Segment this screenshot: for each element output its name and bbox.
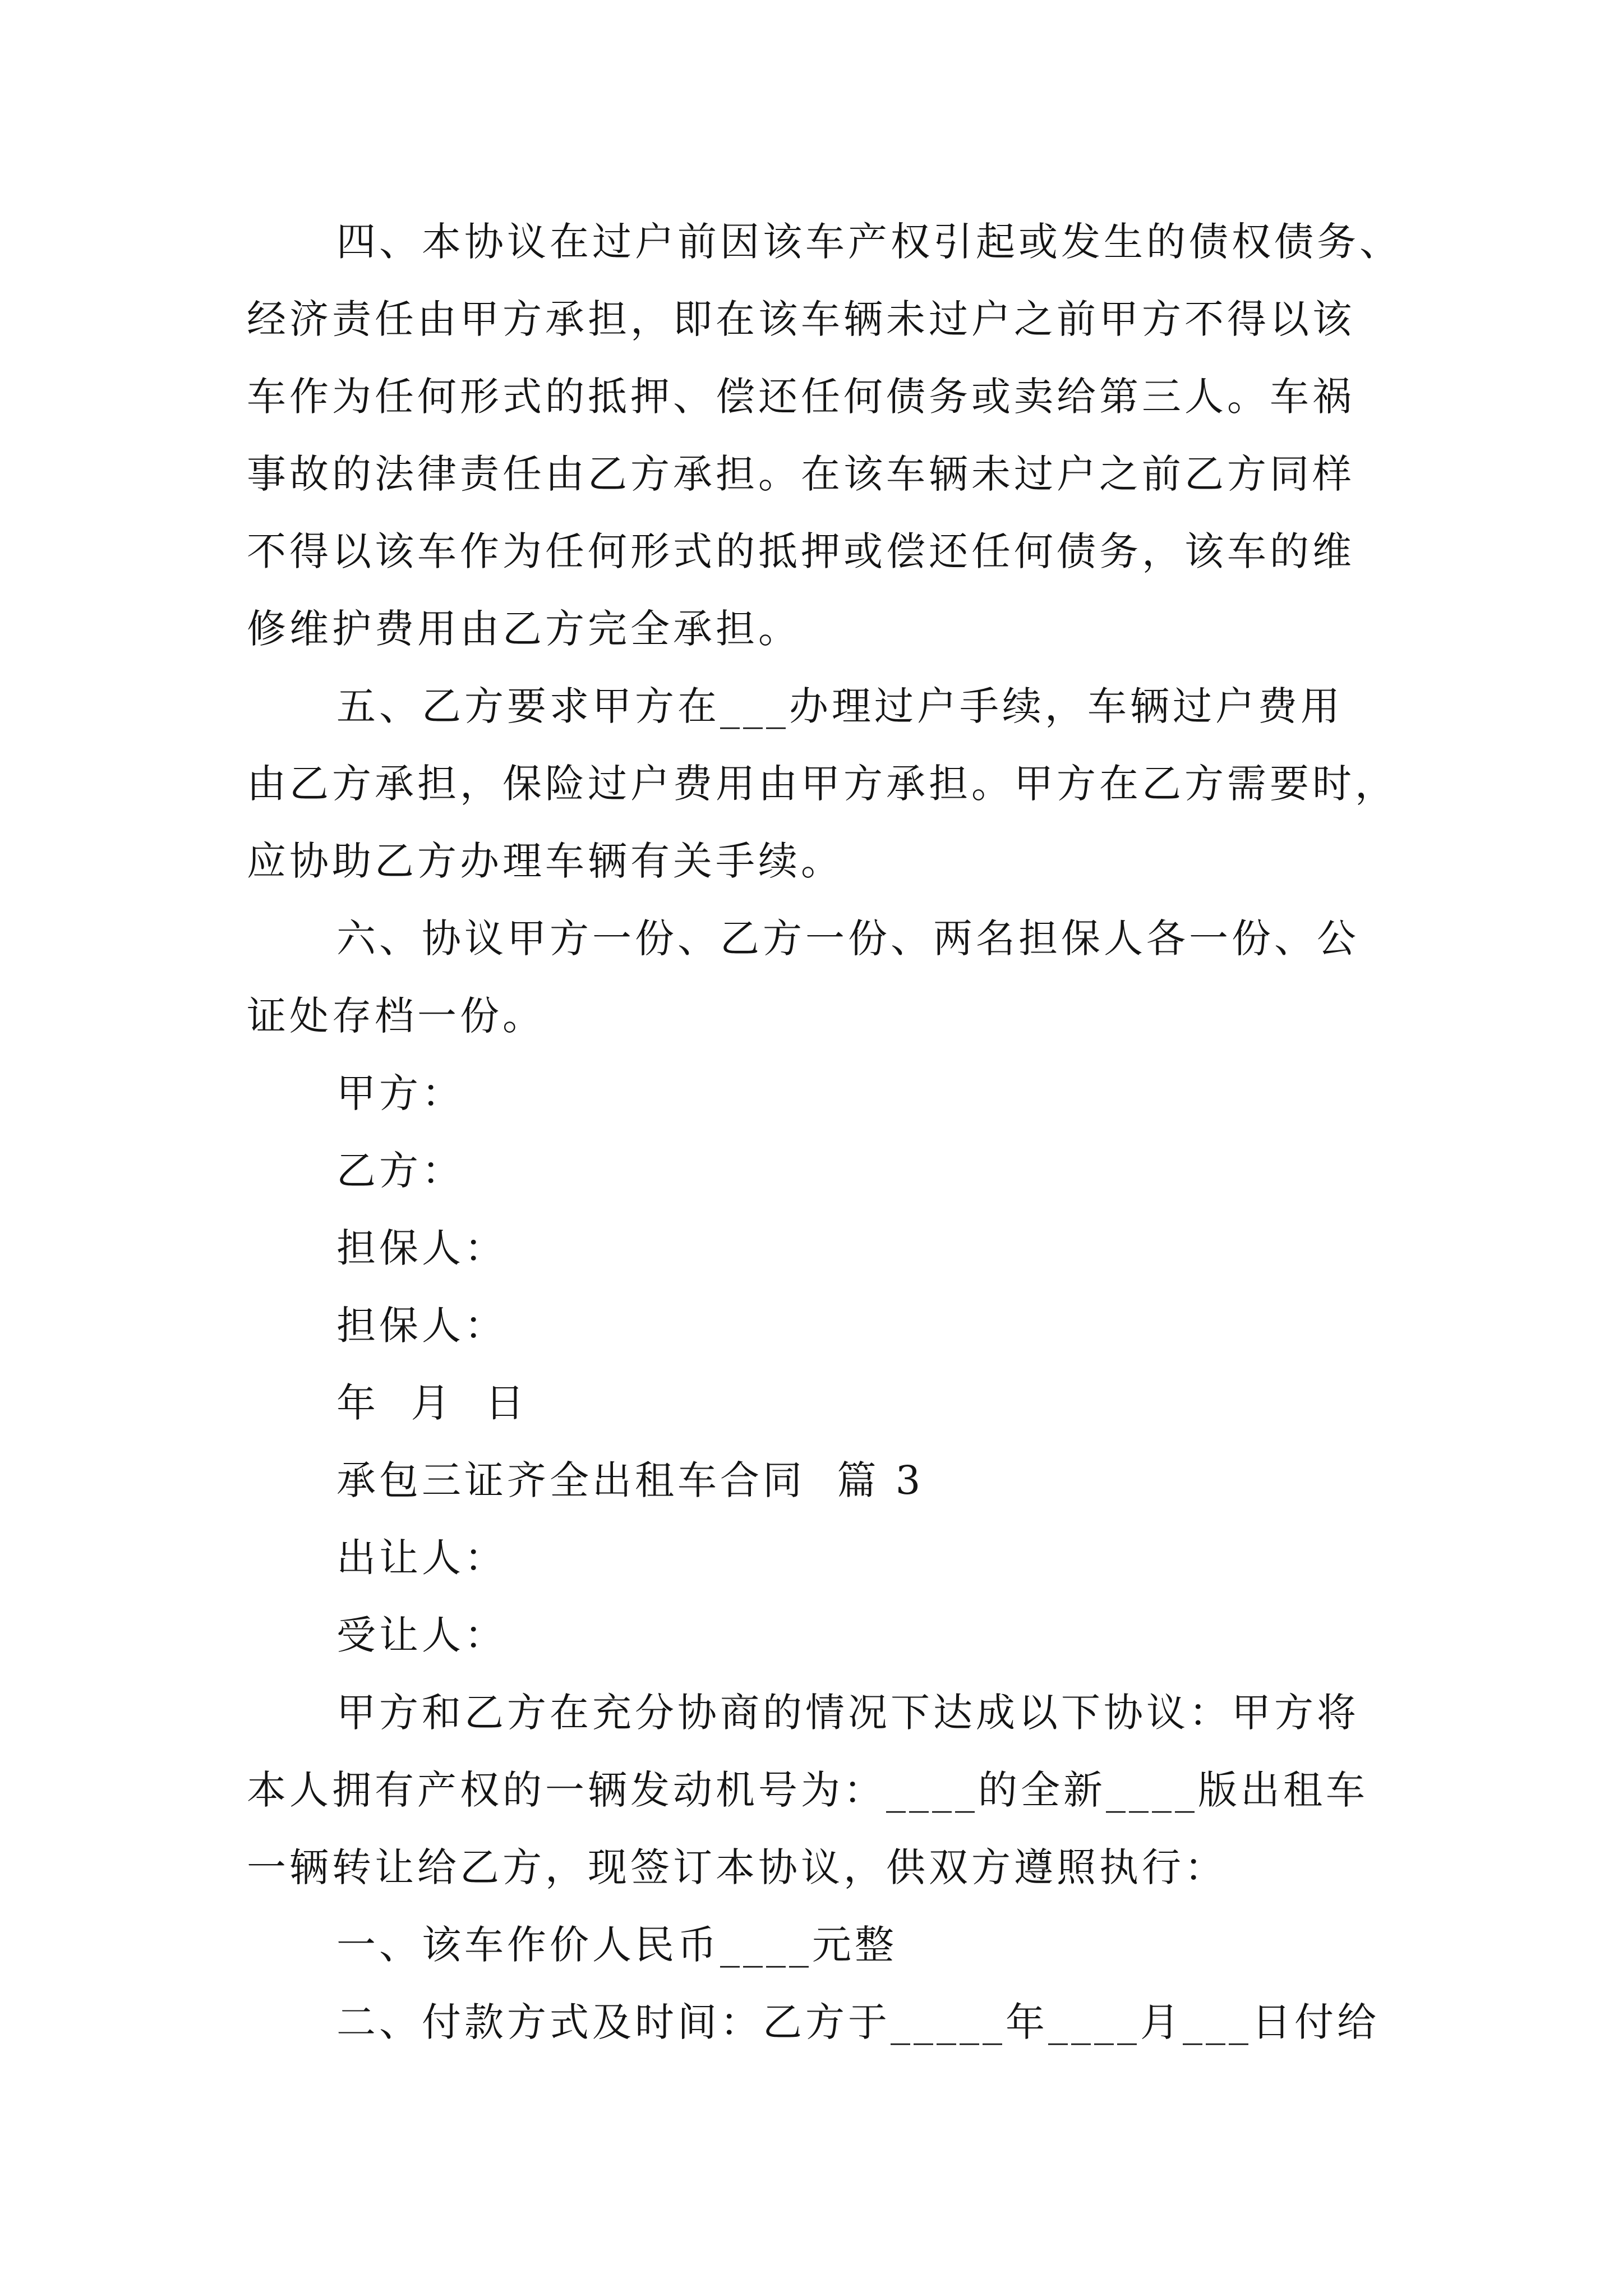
guarantor-label: 担保人： <box>336 1225 507 1271</box>
text-line: 由乙方承担，保险过户费用由甲方承担。甲方在乙方需要时， <box>247 761 1398 807</box>
party-a-label: 甲方： <box>336 1070 464 1116</box>
text-line: 二、付款方式及时间：乙方于_____年____月___日付给 <box>336 1999 1380 2045</box>
text-line: 修维护费用由乙方完全承担。 <box>247 606 801 652</box>
transferee-label: 受让人： <box>336 1612 507 1658</box>
text-line: 五、乙方要求甲方在___办理过户手续，车辆过户费用 <box>336 683 1343 729</box>
text-line: 四、本协议在过户前因该车产权引起或发生的债权债务、 <box>336 219 1402 265</box>
text-line: 应协助乙方办理车辆有关手续。 <box>247 838 843 884</box>
section-heading: 承包三证齐全出租车合同 篇 3 <box>336 1457 924 1503</box>
date-line: 年 月 日 <box>336 1380 528 1426</box>
text-line: 事故的法律责任由乙方承担。在该车辆未过户之前乙方同样 <box>247 451 1355 497</box>
text-line: 甲方和乙方在充分协商的情况下达成以下协议：甲方将 <box>336 1690 1359 1736</box>
text-line: 一辆转让给乙方，现签订本协议，供双方遵照执行： <box>247 1844 1227 1890</box>
guarantor-label: 担保人： <box>336 1303 507 1349</box>
text-line: 证处存档一份。 <box>247 993 545 1039</box>
text-line: 六、协议甲方一份、乙方一份、两名担保人各一份、公 <box>336 915 1359 961</box>
text-line: 车作为任何形式的抵押、偿还任何债务或卖给第三人。车祸 <box>247 374 1355 420</box>
text-line: 本人拥有产权的一辆发动机号为：____的全新____版出租车 <box>247 1767 1368 1813</box>
transferor-label: 出让人： <box>336 1535 507 1581</box>
text-line: 不得以该车作为任何形式的抵押或偿还任何债务，该车的维 <box>247 528 1355 574</box>
party-b-label: 乙方： <box>336 1148 464 1194</box>
text-line: 一、该车作价人民币____元整 <box>336 1922 897 1968</box>
text-line: 经济责任由甲方承担，即在该车辆未过户之前甲方不得以该 <box>247 296 1355 342</box>
